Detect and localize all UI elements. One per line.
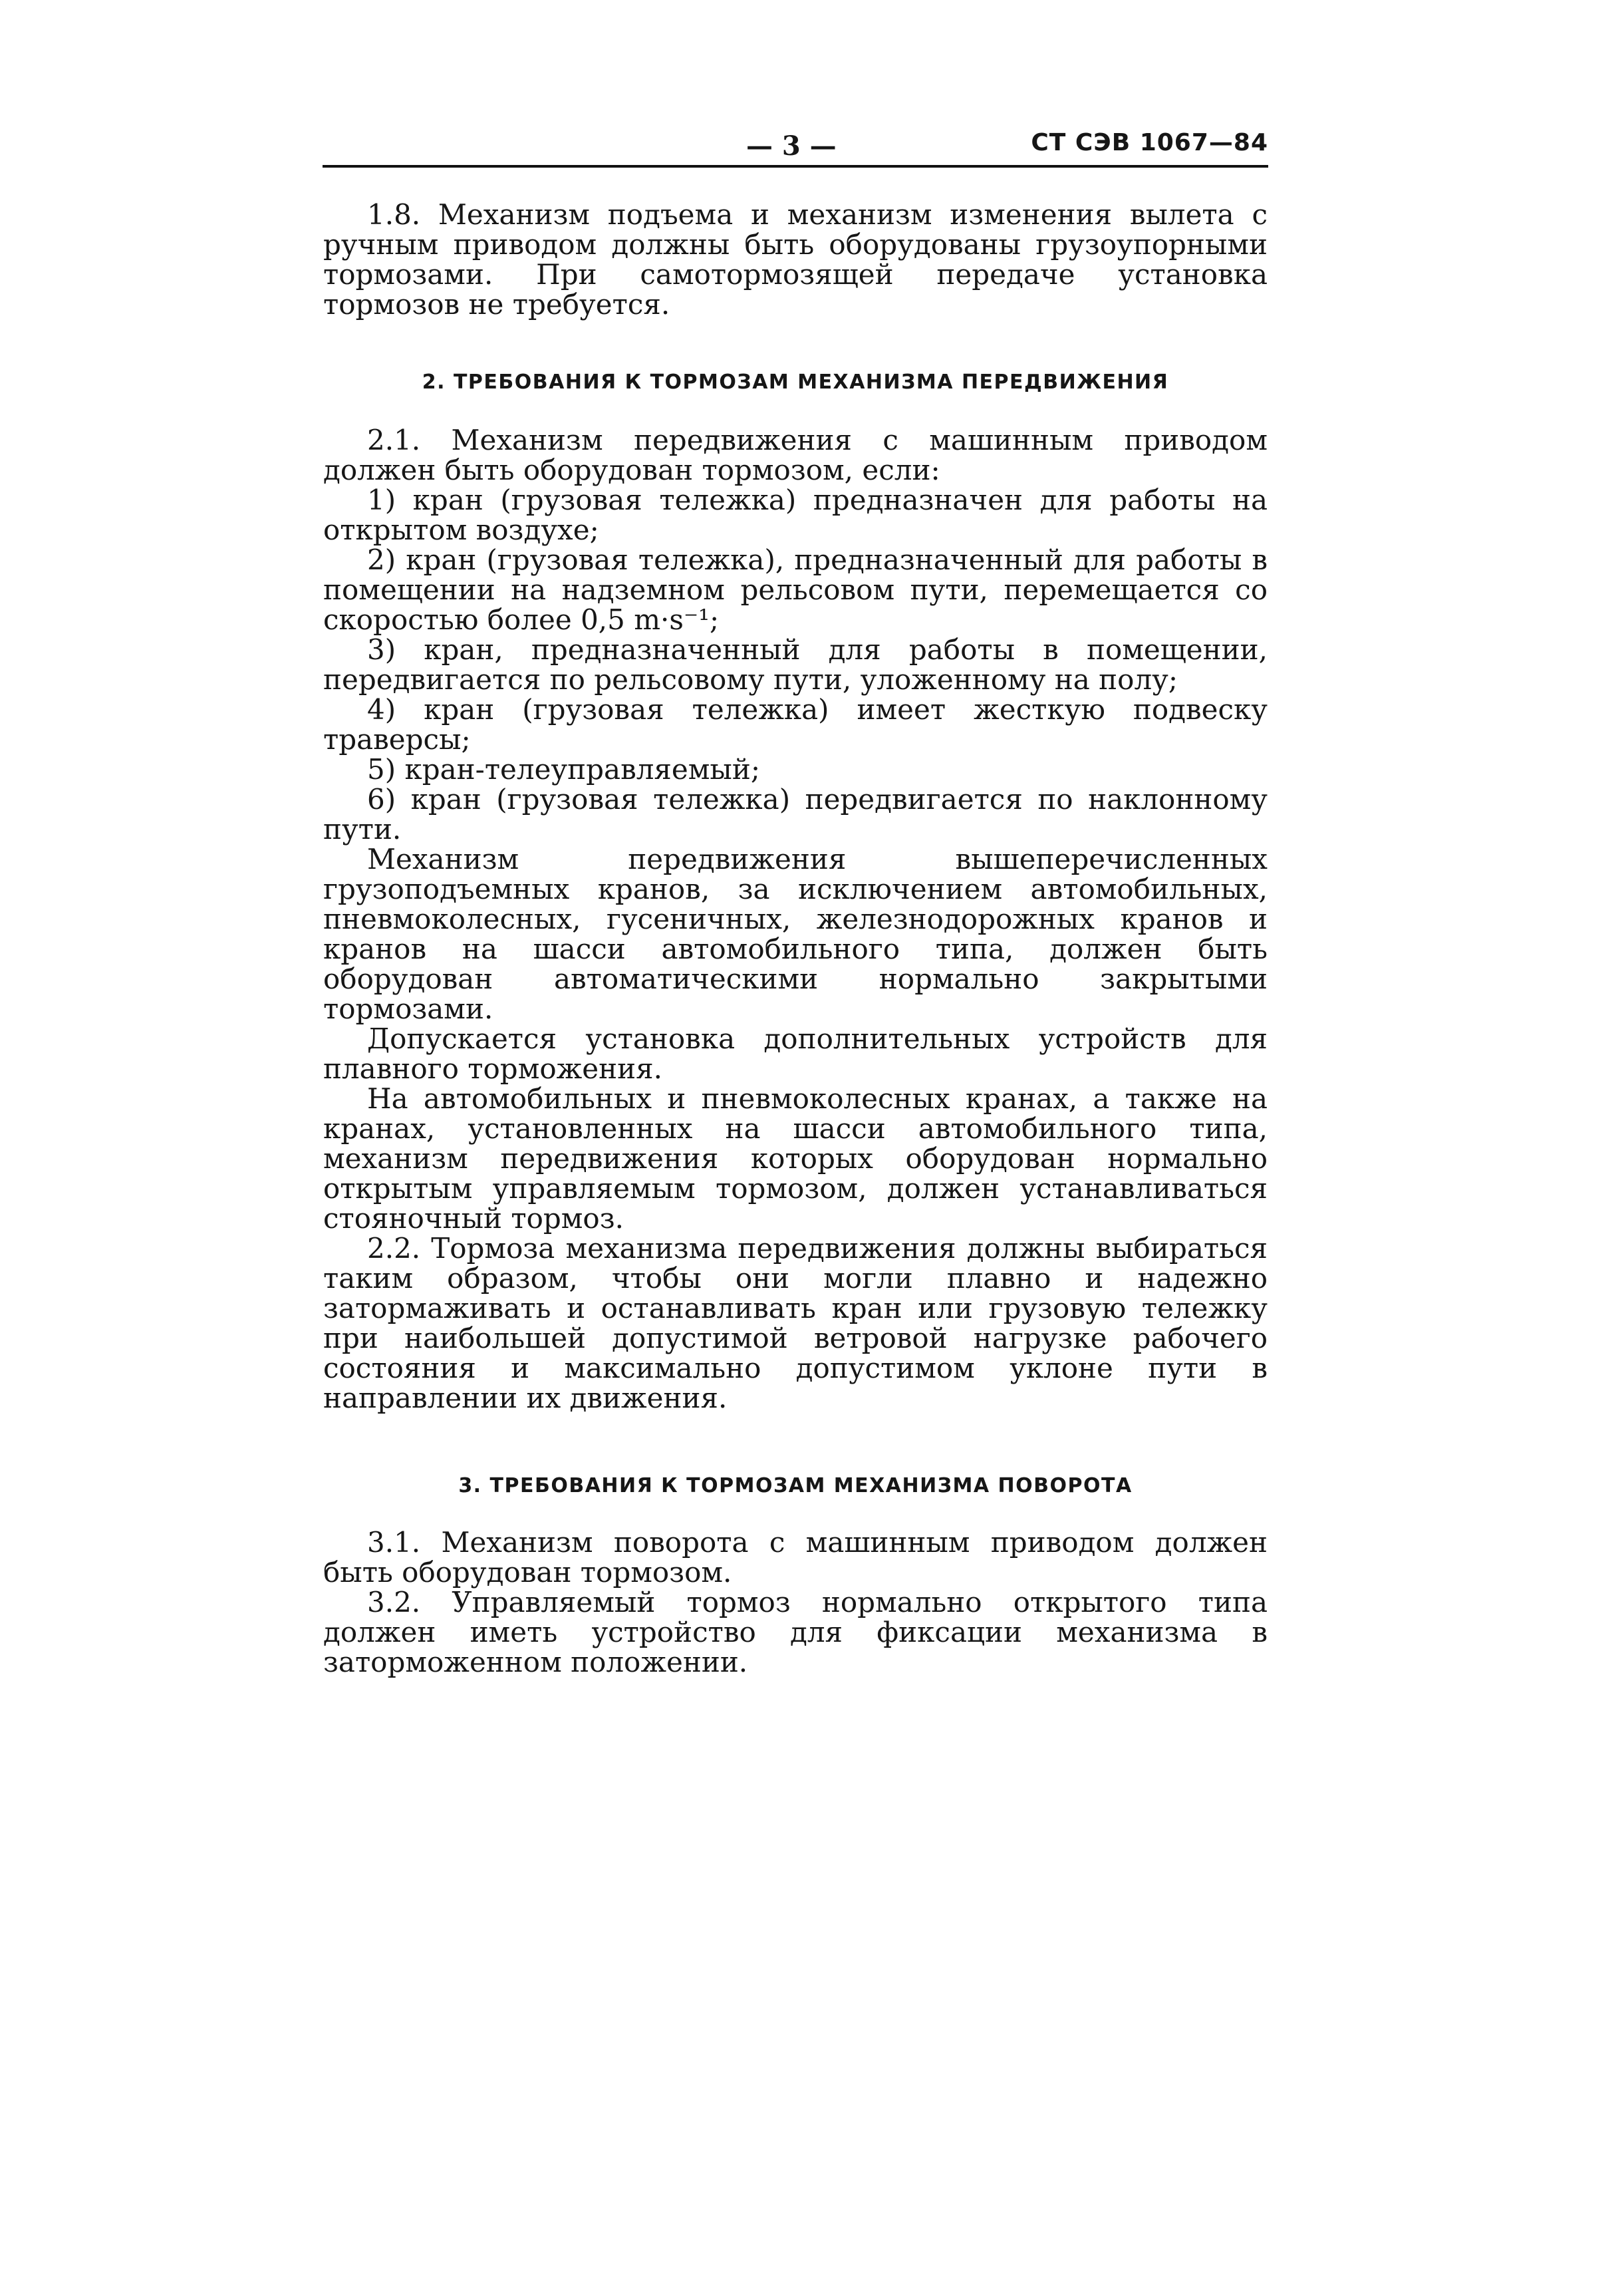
list-item: 3) кран, предназначенный для работы в помещении, передвигается по рельсовому пути, уложенному на полу; [323, 633, 1268, 696]
page-header [323, 126, 1268, 169]
section-2-heading: 2. ТРЕБОВАНИЯ К ТОРМОЗАМ МЕХАНИЗМА ПЕРЕДВИЖЕНИЯ [422, 371, 1169, 394]
document-body [323, 200, 1268, 1677]
clause-3-2: 3.2. Управляемый тормоз нормально открытого типа должен иметь устройство для фиксации механизма в заторможенном положении. [323, 1586, 1268, 1678]
page-number: — 3 — [746, 130, 837, 162]
list-item: 2) кран (грузовая тележка), предназначенный для работы в помещении на надземном рельсовом пути, перемещается со скоростью более 0,5 m·s⁻¹; [323, 543, 1268, 636]
clause-2-1: 2.1. Механизм передвижения с машинным приводом должен быть оборудован тормозом, если: [323, 424, 1268, 486]
paragraph-mechanism: Механизм передвижения вышеперечисленных грузоподъемных кранов, за исключением автомобильных, пневмоколесных, гусеничных, железнодорожных кранов и кранов на шасси автомобильного типа, должен быть оборудован автоматическими нормально закрытыми тормозами. [323, 843, 1268, 1025]
header-rule [323, 165, 1268, 168]
paragraph-automobile-cranes: На автомобильных и пневмоколесных кранах, а также на кранах, установленных на шасси автомобильного типа, механизм передвижения которых оборудован нормально открытым управляемым тормозом, должен устанавливаться стояночный тормоз. [323, 1082, 1268, 1235]
paragraph-allowance: Допускается установка дополнительных устройств для плавного торможения. [323, 1022, 1268, 1085]
clause-3-1: 3.1. Механизм поворота с машинным приводом должен быть оборудован тормозом. [323, 1526, 1268, 1589]
document-code: СТ СЭВ 1067—84 [1031, 129, 1268, 156]
clause-1-8: 1.8. Механизм подъема и механизм изменения вылета с ручным приводом должны быть оборудованы грузоупорными тормозами. При самотормозящей передаче установка тормозов не требуется. [323, 198, 1268, 321]
section-3-heading: 3. ТРЕБОВАНИЯ К ТОРМОЗАМ МЕХАНИЗМА ПОВОРОТА [458, 1474, 1133, 1497]
list-item: 4) кран (грузовая тележка) имеет жесткую подвеску траверсы; [323, 693, 1268, 756]
list-item: 1) кран (грузовая тележка) предназначен для работы на открытом воздухе; [323, 484, 1268, 546]
list-item: 5) кран-телеуправляемый; [367, 753, 760, 786]
list-item: 6) кран (грузовая тележка) передвигается по наклонному пути. [323, 783, 1268, 845]
clause-2-2: 2.2. Тормоза механизма передвижения должны выбираться таким образом, чтобы они могли плавно и надежно затормаживать и останавливать кран или грузовую тележку при наибольшей допустимой ветровой нагрузке рабочего состояния и максимально допустимом уклоне пути в направлении их движения. [323, 1232, 1268, 1414]
